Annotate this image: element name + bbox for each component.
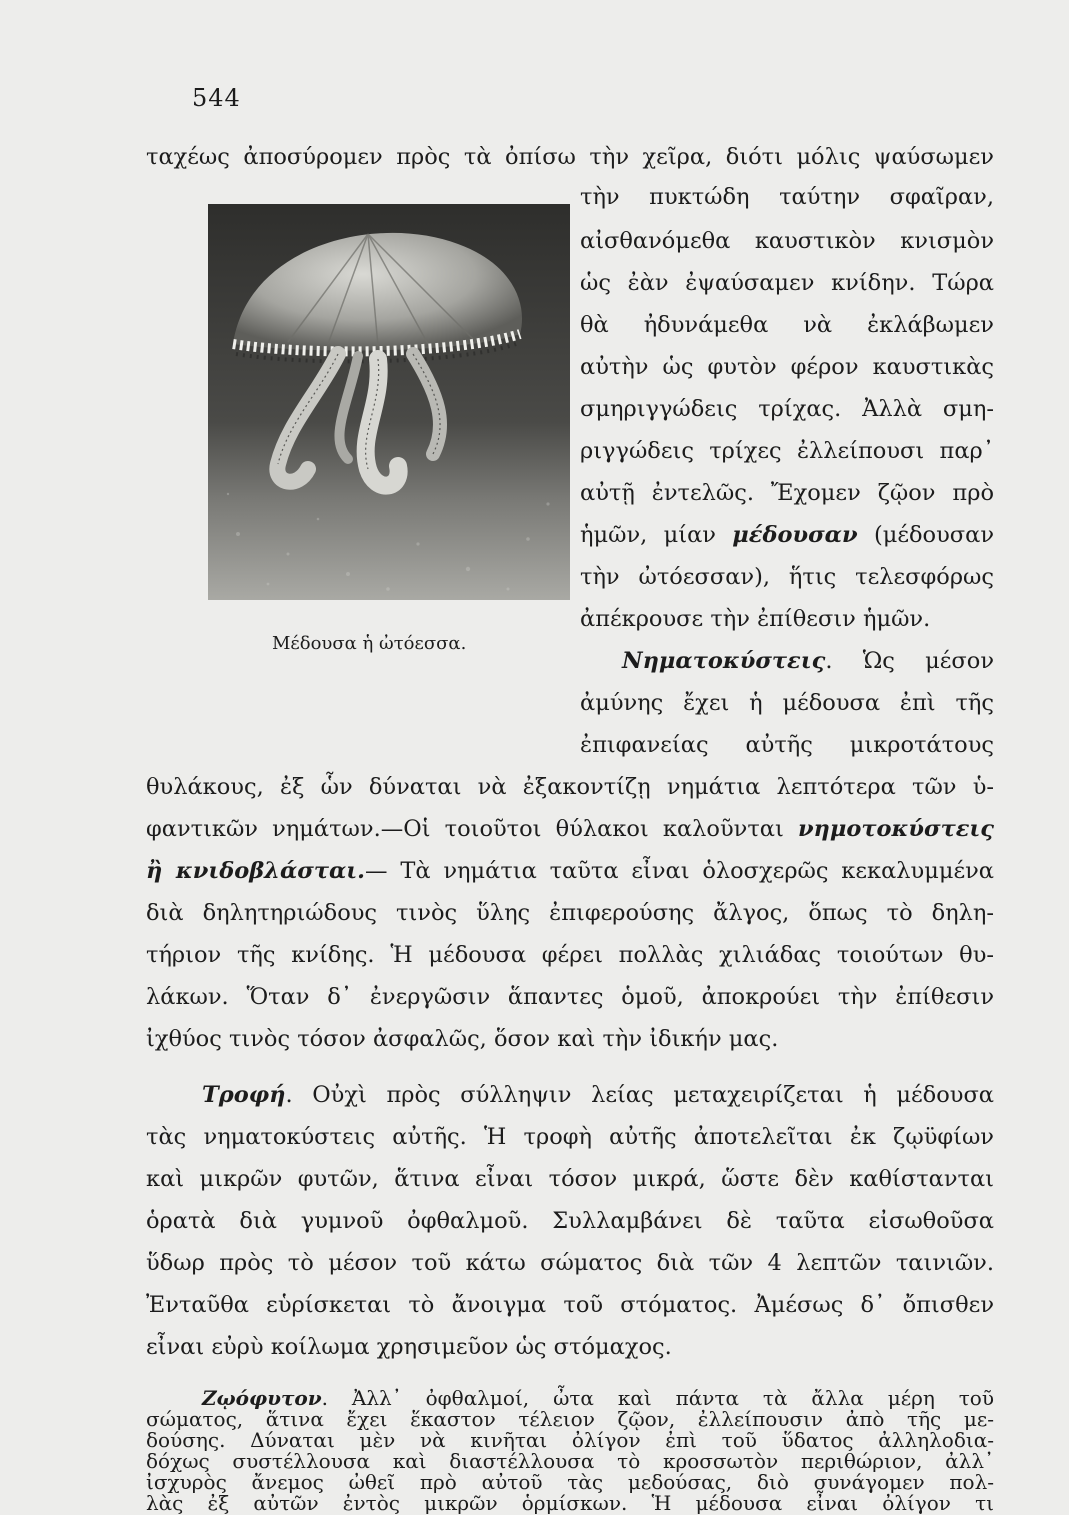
text-line: τὴν πυκτώδη ταύτην σφαῖραν, [580,184,994,210]
term-medousan: μέδουσαν [732,522,858,548]
page-number: 544 [192,84,241,112]
term-nemotokysteis: νημοτοκύστεις [797,816,994,842]
text-line: ἰσχυρὸς ἄνεμος ὠθεῖ πρὸ αὐτοῦ τὰς μεδούσας, διὸ συνάγομεν πολ- [146,1470,994,1494]
text-line: σμηριγγώδεις τρίχας. Ἀλλὰ σμη- [580,396,994,422]
text-line: ταχέως ἀποσύρομεν πρὸς τὰ ὀπίσω τὴν χεῖρα, διότι μόλις ψαύσωμεν [146,144,994,170]
text-line: δόχως συστέλλουσα καὶ διαστέλλουσα τὸ κροσσωτὸν περιθώριον, ἀλλ᾽ [146,1449,994,1473]
text-line: αὐτῇ ἐντελῶς. Ἔχομεν ζῷον πρὸ [580,480,994,506]
text-line: εἶναι εὐρὺ κοίλωμα χρησιμεῦον ὡς στόμαχος. [146,1334,672,1360]
figure-caption: Μέδουσα ἡ ὠτόεσσα. [272,633,467,654]
section-heading-zoofyton: Ζῳόφυτον. Ἀλλ᾽ ὀφθαλμοί, ὦτα καὶ πάντα τὰ ἄλλα μέρη τοῦ [202,1386,994,1410]
text-line: ἰχθύος τινὸς τόσον ἀσφαλῶς, ὅσον καὶ τὴν ἰδικήν μας. [146,1026,779,1052]
text-line: ὕδωρ πρὸς τὸ μέσον τοῦ κάτω σώματος διὰ τῶν 4 λεπτῶν ταινιῶν. [146,1250,994,1276]
text-line: ἐπιφανείας αὐτῆς μικροτάτους [580,732,994,758]
text-line: τὴν ὠτόεσσαν), ἥτις τελεσφόρως [580,564,994,590]
text-line: αὐτὴν ὡς φυτὸν φέρον καυστικὰς [580,354,994,380]
term-knidoblastai: ἢ κνιδοβλάσται. [146,858,366,884]
text-line: ὡς ἐὰν ἐψαύσαμεν κνίδην. Τώρα [580,270,994,296]
text-line: λάκων. Ὅταν δ᾽ ἐνεργῶσιν ἅπαντες ὁμοῦ, ἀποκρούει τὴν ἐπίθεσιν [146,984,994,1010]
medusa-image [208,204,570,600]
text-line: θὰ ἠδυνάμεθα νὰ ἐκλάβωμεν [580,312,994,338]
text-line: τήριον τῆς κνίδης. Ἡ μέδουσα φέρει πολλὰς χιλιάδας τοιούτων θυ- [146,942,994,968]
text-line: δούσης. Δύναται μὲν νὰ κινῆται ὀλίγον ἐπὶ τοῦ ὕδατος ἀλληλοδια- [146,1428,994,1452]
text-line: τὰς νηματοκύστεις αὐτῆς. Ἡ τροφὴ αὐτῆς ἀποτελεῖται ἐκ ζῳϋφίων [146,1124,994,1150]
section-heading-trofi: Τροφή. Οὐχὶ πρὸς σύλληψιν λείας μεταχειρίζεται ἡ μέδουσα [202,1082,994,1108]
section-heading-nematokysteis: Νηματοκύστεις. Ὡς μέσον [622,648,994,674]
text-line: ἀπέκρουσε τὴν ἐπίθεσιν ἡμῶν. [580,606,931,632]
text-line: καὶ μικρῶν φυτῶν, ἅτινα εἶναι τόσον μικρά, ὥστε δὲν καθίστανται [146,1166,994,1192]
text-line: ἡμῶν, μίαν μέδουσαν (μέδουσαν [580,522,994,548]
text-line: Ἐνταῦθα εὑρίσκεται τὸ ἄνοιγμα τοῦ στόματος. Ἀμέσως δ᾽ ὄπισθεν [146,1292,994,1318]
text-line: διὰ δηλητηριώδους τινὸς ὕλης ἐπιφερούσης ἄλγος, ὅπως τὸ δηλη- [146,900,994,926]
text-line: λὰς ἐξ αὐτῶν ἐντὸς μικρῶν ὁρμίσκων. Ἡ μέδουσα εἶναι ὀλίγον τι [146,1491,994,1515]
text-line: φαντικῶν νημάτων.—Οἱ τοιοῦτοι θύλακοι καλοῦνται νημοτοκύστεις [146,816,994,842]
text-line: θυλάκους, ἐξ ὧν δύναται νὰ ἐξακοντίζῃ νημάτια λεπτότερα τῶν ὑ- [146,774,994,800]
text-line: ἀμύνης ἔχει ἡ μέδουσα ἐπὶ τῆς [580,690,994,716]
text-line: ὁρατὰ διὰ γυμνοῦ ὀφθαλμοῦ. Συλλαμβάνει δὲ ταῦτα εἰσωθοῦσα [146,1208,994,1234]
text-line: σώματος, ἅτινα ἔχει ἕκαστον τέλειον ζῷον, ἐλλείπουσιν ἀπὸ τῆς με- [146,1407,994,1431]
medusa-illustration [208,204,570,600]
text-line: ριγγώδεις τρίχες ἐλλείπουσι παρ᾽ [580,438,994,464]
text-line: αἰσθανόμεθα καυστικὸν κνισμὸν [580,228,994,254]
text-line: ἢ κνιδοβλάσται.— Τὰ νημάτια ταῦτα εἶναι ὁλοσχερῶς κεκαλυμμένα [146,858,994,884]
